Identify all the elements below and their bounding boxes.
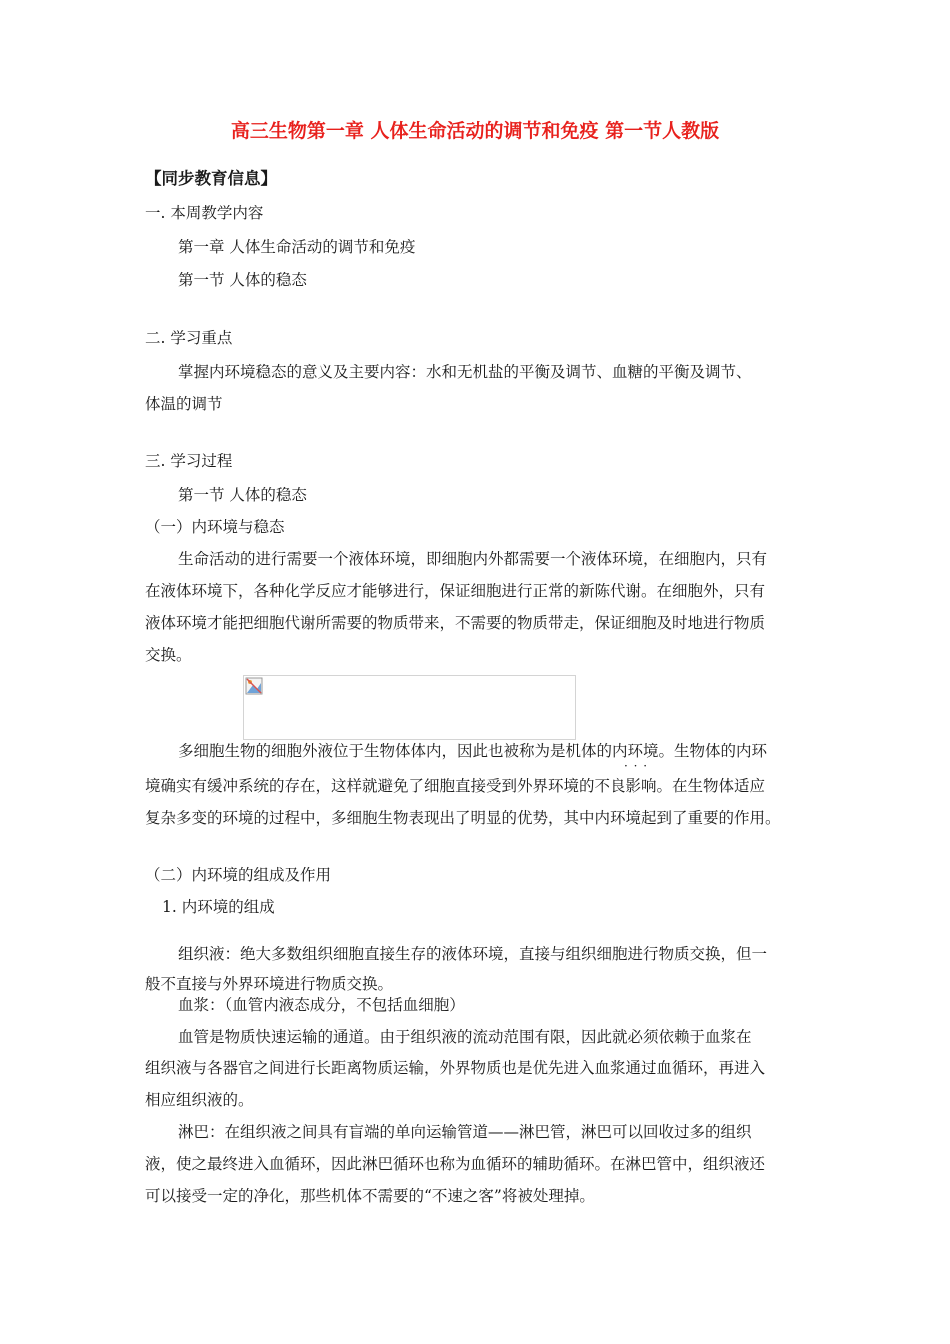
section-2-heading: （二）内环境的组成及作用	[145, 866, 332, 884]
plasma-heading: 血浆：（血管内液态成分，不包括血细胞）	[178, 996, 465, 1014]
paragraph-line: 液，使之最终进入血循环，因此淋巴循环也称为血循环的辅助循环。在淋巴管中，组织液还	[145, 1155, 766, 1173]
broken-image-icon	[245, 677, 263, 695]
paragraph-line: 般不直接与外界环境进行物质交换。	[145, 975, 394, 993]
part1-line1: 第一章 人体生命活动的调节和免疫	[178, 238, 416, 256]
part2-heading: 二. 学习重点	[145, 329, 233, 347]
paragraph-line: 相应组织液的。	[145, 1091, 254, 1109]
paragraph-line: 血管是物质快速运输的通道。由于组织液的流动范围有限，因此就必须依赖于血浆在	[178, 1028, 752, 1046]
paragraph-line: 液体环境才能把细胞代谢所需要的物质带来，不需要的物质带走，保证细胞及时地进行物质	[145, 614, 766, 632]
text-span: 多细胞生物的细胞外液位于生物体体内，因此也被称为是机体的	[178, 742, 613, 760]
paragraph-line: 复杂多变的环境的过程中，多细胞生物表现出了明显的优势，其中内环境起到了重要的作用。	[145, 809, 781, 827]
paragraph-line: 可以接受一定的净化，那些机体不需要的“不速之客”将被处理掉。	[145, 1187, 595, 1205]
part1-line2: 第一节 人体的稳态	[178, 271, 307, 289]
document-title: 高三生物第一章 人体生命活动的调节和免疫 第一节人教版	[230, 120, 720, 142]
part3-heading: 三. 学习过程	[145, 452, 233, 470]
paragraph-line: 生命活动的进行需要一个液体环境，即细胞内外都需要一个液体环境，在细胞内，只有	[178, 550, 768, 568]
paragraph-line: 境确实有缓冲系统的存在，这样就避免了细胞直接受到外界环境的不良影响。在生物体适应	[145, 777, 766, 795]
part2-para-line1: 掌握内环境稳态的意义及主要内容：水和无机盐的平衡及调节、血糖的平衡及调节、	[178, 363, 752, 381]
section-1-heading: （一）内环境与稳态	[145, 518, 285, 536]
part3-sub: 第一节 人体的稳态	[178, 486, 307, 504]
paragraph-line: 组织液：绝大多数组织细胞直接生存的液体环境，直接与组织细胞进行物质交换，但一	[178, 945, 768, 963]
text-span: 。生物体的内环	[658, 742, 768, 760]
section-2-item: 1. 内环境的组成	[162, 898, 275, 916]
part2-para-line2: 体温的调节	[145, 395, 223, 413]
part1-heading: 一. 本周教学内容	[145, 204, 264, 222]
paragraph-line: 在液体环境下，各种化学反应才能够进行，保证细胞进行正常的新陈代谢。在细胞外，只有	[145, 582, 766, 600]
paragraph-line: 组织液与各器官之间进行长距离物质运输，外界物质也是优先进入血浆通过血循环，再进入	[145, 1059, 766, 1077]
paragraph-line: 淋巴：在组织液之间具有盲端的单向运输管道——淋巴管，淋巴可以回收过多的组织	[178, 1123, 752, 1141]
image-placeholder	[243, 675, 576, 740]
paragraph-line: 交换。	[145, 646, 192, 664]
paragraph-line	[178, 741, 767, 761]
emphasized-term: 内环境 · · ·	[612, 742, 659, 760]
section-heading: 【同步教育信息】	[145, 169, 277, 188]
